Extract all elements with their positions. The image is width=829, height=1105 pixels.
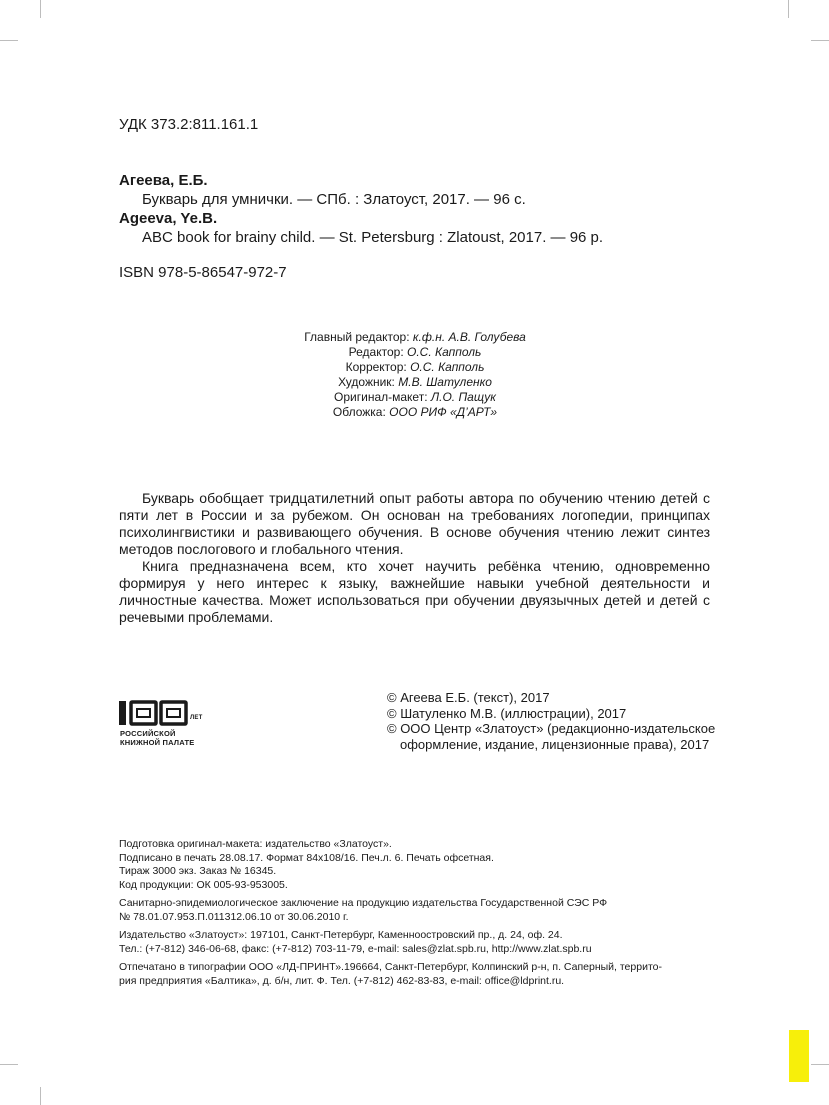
credit-name: О.С. Капполь [410,360,485,374]
imprint-line: Санитарно-эпидемиологическое заключение на продукцию издательства Государственной СЭС РФ [119,897,608,909]
imprint-line: Тел.: (+7-812) 346-06-68, факс: (+7-812) 703-11-79, e-mail: sales@zlat.spb.ru, http://www.zlat.spb.ru [119,942,592,955]
annotation-paragraph: Книга предназначена всем, кто хочет научить ребёнка чтению, одновременно формируя у него интерес к языку, важнейшие навыки учебной деятельности и личностные качества. Может использоваться при обучении двуязычных детей и детей с речевыми проблемами. [119,558,710,625]
credit-line [200,345,630,360]
credit-name: ООО РИФ «Д’АРТ» [389,405,498,419]
book-description-en: ABC book for brainy child. — St. Petersburg : Zlatoust, 2017. — 96 p. [142,229,604,246]
book-description-ru: Букварь для умнички. — СПб. : Златоуст, 2017. — 96 с. [142,191,526,208]
crop-mark [40,0,41,18]
crop-mark [0,1064,18,1065]
author-name-ru: Агеева, Е.Б. [119,172,208,189]
credit-role: Художник: [338,375,395,389]
crop-mark [0,40,18,41]
crop-mark [811,1064,829,1065]
imprint-line: Код продукции: ОК 005-93-953005. [119,878,288,891]
credit-line [200,390,630,405]
logo-number-graphic [118,700,190,726]
isbn: ISBN 978-5-86547-972-7 [119,264,287,281]
yellow-marker-bar [789,1030,809,1082]
copyright-line: оформление, издание, лицензионные права), 2017 [400,736,710,752]
udk-code: УДК 373.2:811.161.1 [119,116,259,133]
bibliographic-record [119,171,603,247]
credit-line [200,330,630,345]
imprint-line: Издательство «Златоуст»: 197101, Санкт-Петербург, Каменноостровский пр., д. 24, оф. 24. [119,929,563,941]
credit-line [200,360,630,375]
credit-role: Главный редактор: [304,330,410,344]
logo-suffix: ЛЕТ [190,715,203,721]
copyright-line: © ООО Центр «Златоуст» (редакционно-издательское [387,721,716,736]
credit-name: Л.О. Пащук [430,390,496,404]
credit-role: Редактор: [348,345,404,359]
credits-list [200,330,630,420]
credit-role: Обложка: [332,405,386,419]
imprint-line: рия предприятия «Балтика», д. б/н, лит. Ф. Тел. (+7-812) 462-83-83, e-mail: office@ldprint.ru. [119,974,565,987]
logo-line-2: КНИЖНОЙ ПАЛАТЕ [120,738,195,747]
annotation-paragraph: Букварь обобщает тридцатилетний опыт работы автора по обучению чтению детей с пяти лет в России и за рубежом. Он основан на требованиях логопедии, принципах психолингвистики и развивающего обучения. В основе обучения чтению лежит синтез методов послогового и глобального чтения. [119,490,710,557]
copyright-block [387,690,715,752]
logo-line-1: РОССИЙСКОЙ [120,729,176,738]
imprint-block [119,838,719,988]
credit-name: к.ф.н. А.В. Голубева [412,330,526,344]
credit-line [200,405,630,420]
credit-name: О.С. Капполь [407,345,482,359]
credit-line [200,375,630,390]
imprint-line: Подготовка оригинал-макета: издательство «Златоуст». [119,838,392,850]
credit-role: Корректор: [345,360,407,374]
credit-name: М.В. Шатуленко [398,375,492,389]
imprint-line: № 78.01.07.953.П.011312.06.10 от 30.06.2010 г. [119,910,349,923]
author-name-en: Ageeva, Ye.B. [119,210,218,227]
crop-mark [788,0,789,18]
copyright-line: © Шатуленко М.В. (иллюстрации), 2017 [387,705,627,721]
crop-mark [811,40,829,41]
book-chamber-100-logo [118,700,228,750]
imprint-line: Отпечатано в типографии ООО «ЛД-ПРИНТ».196664, Санкт-Петербург, Колпинский р-н, п. Саперный, террито- [119,961,662,973]
copyright-line: © Агеева Е.Б. (текст), 2017 [387,690,550,705]
credit-role: Оригинал-макет: [334,390,428,404]
crop-mark [40,1087,41,1105]
imprint-line: Подписано в печать 28.08.17. Формат 84x108/16. Печ.л. 6. Печать офсетная. [119,851,494,864]
annotation [119,490,710,626]
imprint-line: Тираж 3000 экз. Заказ № 16345. [119,865,277,877]
